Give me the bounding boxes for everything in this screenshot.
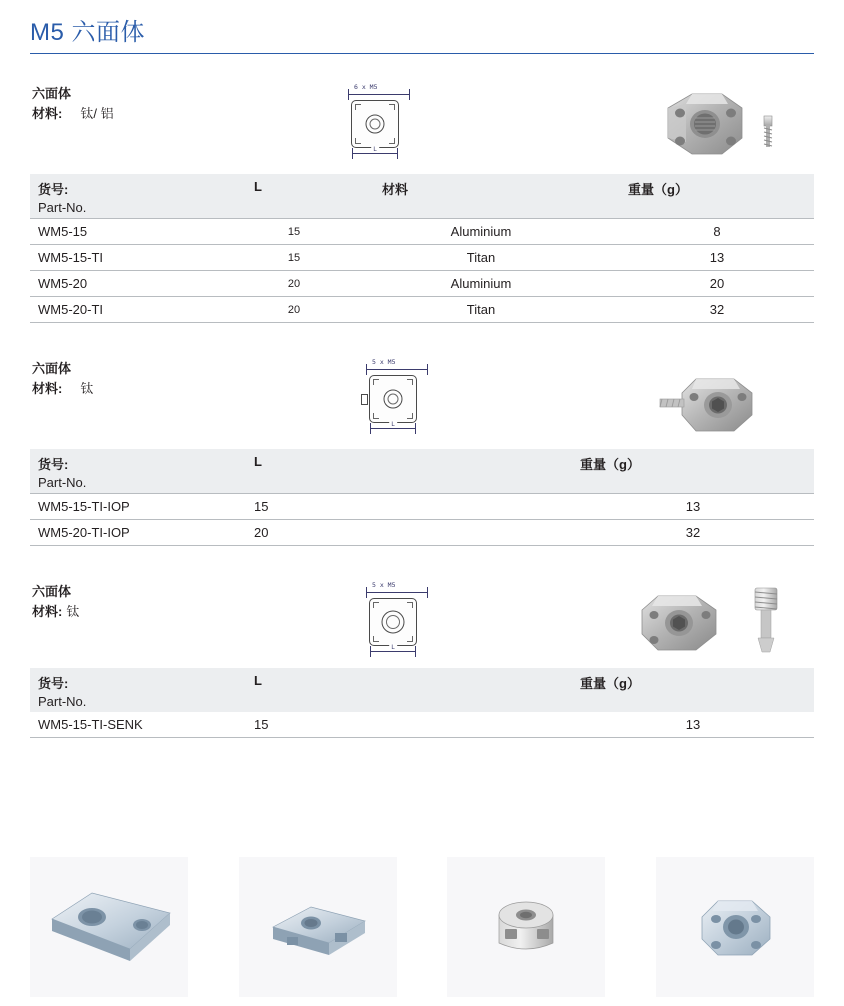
cell-length: 20 bbox=[246, 271, 342, 297]
table-row bbox=[30, 219, 814, 245]
section-3-drawing-body bbox=[369, 598, 417, 646]
page-title: M5 六面体 bbox=[30, 19, 146, 46]
cell-material: Aluminium bbox=[342, 271, 620, 297]
cell-part-no: WM5-15-TI-SENK bbox=[30, 712, 246, 738]
table-row bbox=[30, 271, 814, 297]
section-1-spec-row bbox=[30, 78, 814, 174]
hexagon-block-with-screw-image bbox=[630, 78, 810, 173]
cell-part-no: WM5-15 bbox=[30, 219, 246, 245]
section-2-parts-table bbox=[30, 449, 814, 546]
title-divider bbox=[30, 53, 814, 54]
gallery-image-2 bbox=[239, 857, 397, 997]
table-header-row bbox=[30, 174, 814, 219]
gallery-image-4 bbox=[656, 857, 814, 997]
section-1-table-head bbox=[30, 174, 814, 219]
section-1-material-label: 材料: bbox=[32, 106, 63, 122]
section-3-technical-drawing bbox=[348, 582, 438, 660]
header-weight: 重量（g） bbox=[572, 449, 814, 494]
section-3-length-dimension bbox=[348, 646, 438, 660]
section-2-name: 六面体 bbox=[32, 361, 72, 377]
cell-length: 15 bbox=[246, 494, 572, 520]
section-3-top-dim-label: 5 x M5 bbox=[372, 581, 396, 590]
cell-part-no: WM5-15-TI-IOP bbox=[30, 494, 246, 520]
section-2-length-dimension bbox=[348, 423, 438, 437]
hexagon-block-iop-image bbox=[630, 357, 810, 447]
section-3-top-dimension bbox=[358, 582, 428, 598]
cell-part-no: WM5-20-TI-IOP bbox=[30, 520, 246, 546]
section-3-spec-text bbox=[32, 582, 79, 622]
section-2-material-label: 材料: bbox=[32, 381, 63, 397]
section-2-side-port bbox=[361, 394, 368, 405]
gallery-image-3 bbox=[447, 857, 605, 997]
cell-material: Titan bbox=[342, 297, 620, 323]
section-1-top-dim-label: 6 x M5 bbox=[354, 83, 378, 92]
cell-part-no: WM5-20 bbox=[30, 271, 246, 297]
cell-length: 15 bbox=[246, 219, 342, 245]
rectangular-block-photo bbox=[30, 857, 188, 997]
section-1-length-dimension bbox=[330, 148, 420, 162]
cell-material: Aluminium bbox=[342, 219, 620, 245]
cell-weight: 8 bbox=[620, 219, 814, 245]
gallery-image-1 bbox=[30, 857, 188, 997]
section-1-technical-drawing bbox=[330, 84, 420, 162]
cell-length: 15 bbox=[246, 245, 342, 271]
cell-weight: 13 bbox=[572, 712, 814, 738]
section-1-table-body bbox=[30, 219, 814, 323]
section-2-drawing-body bbox=[369, 375, 417, 423]
header-part-no: 货号: Part-No. bbox=[30, 449, 246, 494]
section-3-spec-row bbox=[30, 576, 814, 668]
cylindrical-block-photo bbox=[447, 857, 605, 997]
section-hexagon-senk bbox=[30, 576, 814, 738]
section-2-top-dimension bbox=[358, 359, 428, 375]
hexagon-block-with-countersunk-screw-image bbox=[620, 576, 810, 668]
cell-weight: 32 bbox=[620, 297, 814, 323]
section-1-top-dimension bbox=[340, 84, 410, 100]
header-material: 材料 bbox=[342, 174, 620, 219]
cell-part-no: WM5-15-TI bbox=[30, 245, 246, 271]
section-hexagon-iop bbox=[30, 353, 814, 546]
section-3-name: 六面体 bbox=[32, 584, 72, 600]
header-part-no: 货号: Part-No. bbox=[30, 668, 246, 712]
cell-weight: 13 bbox=[620, 245, 814, 271]
section-2-table-head bbox=[30, 449, 814, 494]
section-1-spec-text bbox=[32, 84, 114, 124]
section-2-top-dim-label: 5 x M5 bbox=[372, 358, 396, 367]
section-1-parts-table bbox=[30, 174, 814, 323]
cell-length: 20 bbox=[246, 520, 572, 546]
low-profile-block-photo bbox=[239, 857, 397, 997]
header-part-no-sub: Part-No. bbox=[38, 694, 87, 710]
header-part-no-sub: Part-No. bbox=[38, 200, 87, 216]
cell-length: 20 bbox=[246, 297, 342, 323]
table-header-row bbox=[30, 668, 814, 712]
table-row bbox=[30, 712, 814, 738]
section-2-technical-drawing bbox=[348, 359, 438, 437]
header-length: L bbox=[246, 174, 342, 219]
section-1-length-label: L bbox=[373, 146, 377, 154]
section-1-name: 六面体 bbox=[32, 86, 72, 102]
header-length: L bbox=[246, 449, 572, 494]
cell-part-no: WM5-20-TI bbox=[30, 297, 246, 323]
section-2-spec-row bbox=[30, 353, 814, 449]
cell-length: 15 bbox=[246, 712, 572, 738]
section-2-table-body bbox=[30, 494, 814, 546]
table-header-row bbox=[30, 449, 814, 494]
table-row bbox=[30, 245, 814, 271]
section-1-material-value: 钛/ 铝 bbox=[80, 106, 114, 122]
section-3-length-label: L bbox=[391, 644, 395, 652]
table-row bbox=[30, 494, 814, 520]
product-gallery bbox=[30, 857, 814, 997]
section-1-product-photo bbox=[630, 78, 810, 178]
section-1-drawing-body bbox=[351, 100, 399, 148]
cell-weight: 13 bbox=[572, 494, 814, 520]
section-2-spec-text bbox=[32, 359, 93, 399]
section-3-material-label: 材料: bbox=[32, 604, 63, 620]
cell-weight: 20 bbox=[620, 271, 814, 297]
section-3-table-body bbox=[30, 712, 814, 738]
cell-material: Titan bbox=[342, 245, 620, 271]
header-weight: 重量（g） bbox=[620, 174, 814, 219]
section-2-product-photo bbox=[630, 357, 810, 452]
section-3-product-photo bbox=[620, 576, 810, 673]
section-2-material-value: 钛 bbox=[80, 381, 94, 397]
section-2-length-label: L bbox=[391, 421, 395, 429]
section-hexagon-alu-ti bbox=[30, 78, 814, 323]
section-3-parts-table bbox=[30, 668, 814, 738]
header-part-no-sub: Part-No. bbox=[38, 475, 87, 491]
header-part-no: 货号: Part-No. bbox=[30, 174, 246, 219]
section-3-table-head bbox=[30, 668, 814, 712]
section-3-material-value: 钛 bbox=[66, 604, 80, 620]
cell-weight: 32 bbox=[572, 520, 814, 546]
table-row bbox=[30, 297, 814, 323]
header-weight: 重量（g） bbox=[572, 668, 814, 712]
header-length: L bbox=[246, 668, 572, 712]
table-row bbox=[30, 520, 814, 546]
hexagon-block-photo bbox=[656, 857, 814, 997]
